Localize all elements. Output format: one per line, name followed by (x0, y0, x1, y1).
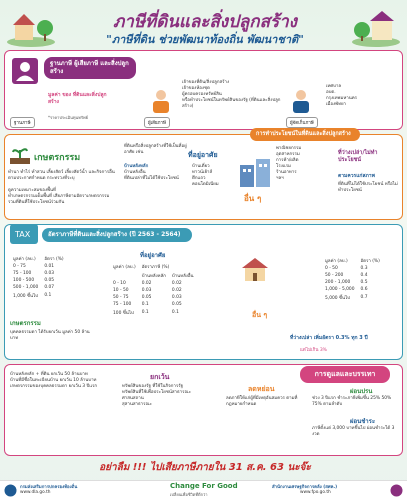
install-description: ภาษีตั้งแต่ 3,000 บาทขึ้นไป ผ่อนชำระได้ 3 งวด (312, 426, 395, 437)
table-cell: 0.1 (141, 302, 149, 307)
table-cell: 0.1 (171, 310, 179, 315)
collector-item: เทศบาล (326, 84, 342, 89)
table-cell: 0.03 (44, 271, 55, 276)
agri-rate-label: เกษตรกรรม (10, 320, 41, 327)
other-item: ฯลฯ (276, 176, 284, 181)
table-cell: 200 - 1,000 (325, 280, 351, 285)
taxpayer-item: เจ้าของห้องชุด (182, 86, 210, 91)
reduce-title: ลดหย่อน (248, 385, 275, 393)
table-cell: 0.02 (141, 281, 152, 286)
table-cell: 0.6 (360, 287, 368, 292)
other-rate-table (322, 256, 402, 302)
resi-sub-other: บ้านหลังอื่น (171, 274, 194, 279)
other-item: โรงแรม (276, 164, 291, 169)
other-rate-header-value: มูลค่า (ลบ.) (325, 259, 348, 264)
house-land-illustration-right (350, 6, 402, 48)
table-cell: 5,000 ขึ้นไป (325, 296, 350, 301)
deadline-banner: อย่าลืม !!! ไปเสียภาษีภายใน 31 ส.ค. 63 นะจ๊ะ (99, 462, 311, 473)
footer-right-org: สำนักงานเศรษฐกิจการคลัง (สศค.) (272, 485, 338, 490)
other-rate-label: อื่น ๆ (252, 311, 268, 319)
collector-label: ผู้จัดเก็บภาษี (286, 117, 318, 128)
tax-base-description: มูลค่า ของ ที่ดินและสิ่งปลูกสร้าง (48, 92, 107, 105)
vacant-rate-max: แต่ไม่เกิน 3% (300, 348, 327, 353)
exempt-more-item: สุสานสาธารณะ (122, 402, 152, 407)
exempt-more-item: ศาสนสถาน (122, 396, 144, 401)
collector-item: เมืองพัทยา (326, 102, 347, 107)
exempt-more-item: ทรัพย์สินที่ใช้เพื่อประโยชน์สาธารณะ (122, 390, 191, 395)
agri-description: ทำนา ทำไร่ ทำสวน เลี้ยงสัตว์ เลี้ยงสัตว์น้ำ และกิจการอื่นตามประกาศกำหนด กระทรวงที่ระบุ (8, 170, 115, 181)
agri-item: ดูความเหมาะสมของพื้นที่ (8, 188, 56, 193)
relief-heading: การดูแลและบรรเทา (300, 366, 390, 383)
table-cell: 0.5 (360, 280, 368, 285)
agri-list (8, 188, 118, 206)
exempt-item: บ้านหลังหลัก + ที่ดิน ยกเว้น 50 ล้านบาท (10, 372, 88, 377)
usage-heading: การทำประโยชน์ในที่ดินและสิ่งปลูกสร้าง (250, 128, 360, 141)
taxpayer-heading: ฐานภาษี ผู้เสียภาษี และสิ่งปลูกสร้าง (44, 57, 136, 79)
person-icon (12, 58, 38, 84)
resi-rate-label: ที่อยู่อาศัย (140, 252, 166, 259)
table-cell: 0.03 (171, 295, 182, 300)
agri-rate-header-rate: อัตรา (%) (44, 257, 64, 262)
transition-title: ผ่อนปรน (350, 388, 373, 395)
table-cell: 0 - 75 (13, 264, 26, 269)
table-cell: 0.02 (171, 288, 182, 293)
footer-right-url: www.fpo.go.th (300, 490, 331, 495)
exempt-list (10, 372, 114, 390)
agri-title: เกษตรกรรม (34, 153, 81, 163)
exempt-more-list (122, 384, 222, 408)
table-cell: 50 - 200 (325, 273, 344, 278)
resi-sub-main: บ้านหลังหลัก (141, 274, 166, 279)
resi-description: ที่ดินหรือสิ่งปลูกสร้างที่ใช้เป็นที่อยู่อาศัย เช่น (124, 144, 187, 155)
resi-type: ตึกแถว (192, 176, 206, 181)
table-cell: 0.05 (171, 302, 182, 307)
collector-item: อบต. (326, 90, 336, 95)
table-cell: 0.7 (360, 295, 368, 300)
resi-type: คอนโดมิเนียม (192, 182, 219, 187)
resi-type: บ้านเดี่ยว (192, 164, 210, 169)
resi-type: ทาวน์เฮ้าส์ (192, 170, 213, 175)
table-cell: 50 - 75 (113, 295, 129, 300)
dla-logo-icon (4, 484, 17, 497)
footer (0, 480, 407, 499)
table-cell: 0.05 (44, 278, 55, 283)
fpo-logo-icon (390, 484, 403, 497)
table-cell: 0.07 (44, 285, 55, 290)
table-cell: 0 - 10 (113, 281, 126, 286)
table-cell: 0.4 (360, 273, 368, 278)
exempt-title: ยกเว้น (150, 373, 170, 381)
agri-rate-note: บุคคลธรรมดา ได้รับยกเว้น มูลค่า 50 ล้านบาท (10, 330, 90, 341)
taxpayer-item: เจ้าของที่ดิน/สิ่งปลูกสร้าง (182, 80, 230, 85)
collector-list (326, 84, 401, 108)
other-item: การค้า/ผลิต (276, 158, 299, 163)
collector-item: กรุงเทพมหานคร (326, 96, 358, 101)
svg-text:TAX: TAX (15, 230, 31, 239)
taxpayer-item: หรือทำประโยชน์ในทรัพย์สินของรัฐ (ที่ดินและสิ่งปลูกสร้าง) (182, 98, 281, 109)
page-title: ภาษีที่ดินและสิ่งปลูกสร้าง (113, 12, 297, 32)
table-cell: 0 - 50 (325, 266, 338, 271)
table-cell: 100 ขึ้นไป (113, 311, 134, 316)
other-item: อุตสาหกรรม (276, 152, 300, 157)
vacant-description: ตามควรแก่สภาพ (338, 173, 375, 179)
table-cell: 0.1 (141, 310, 149, 315)
install-title: ผ่อนชำระ (350, 418, 376, 425)
table-cell: 1,000 - 5,000 (325, 287, 355, 292)
table-cell: 1,000 ขึ้นไป (13, 294, 38, 299)
vacant-title: ที่ว่างเปล่า/ไม่ทำประโยชน์ (338, 150, 378, 163)
agri-rate-header-value: มูลค่า (ลบ.) (13, 257, 36, 262)
rates-heading: อัตราภาษีที่ดินและสิ่งปลูกสร้าง (ปี 2563 - 2564) (42, 228, 192, 242)
agri-item: ทำเกษตรกรรมเต็มพื้นที่ เสียภาษีตามอัตราเกษตรกรรม (8, 194, 110, 199)
other-rate-header-rate: อัตรา (%) (360, 259, 380, 264)
house-icon (240, 256, 270, 282)
resi-item: บ้านหลังอื่น (124, 170, 146, 175)
table-cell: 0.03 (141, 288, 152, 293)
vacant-rate-note: ที่ว่างเปล่า เพิ่มอัตรา 0.3% ทุก 3 ปี (290, 335, 368, 341)
transition-description: ช่วง 3 ปีแรก ชำระภาษีเพิ่มขึ้น 25% 50% 75% ตามลำดับ (312, 396, 392, 407)
exempt-item: บ้านที่มีชื่อในทะเบียนบ้าน ยกเว้น 10 ล้านบาท (10, 378, 97, 383)
other-list (276, 146, 331, 182)
resi-list (124, 164, 186, 182)
taxpayer-person-icon (150, 88, 172, 114)
other-title: อื่น ๆ (244, 194, 262, 203)
table-cell: 0.05 (141, 295, 152, 300)
resi-item: ที่ดินเปล่าที่ไม่ได้ใช้ประโยชน์ (124, 176, 179, 181)
resi-rate-header-value: มูลค่า (ลบ.) (113, 265, 136, 270)
tax-base-label: ฐานภาษี (10, 117, 35, 128)
house-land-illustration-left (5, 6, 57, 48)
tax-base-note: *ราคาประเมินทุนทรัพย์ (48, 115, 89, 120)
table-cell: 10 - 50 (113, 288, 129, 293)
other-item: พาณิชยกรรม (276, 146, 302, 151)
taxpayer-label: ผู้เสียภาษี (144, 117, 170, 128)
table-cell: 75 - 100 (113, 302, 132, 307)
table-cell: 0.01 (44, 264, 55, 269)
agri-rate-table (10, 254, 90, 300)
exempt-more-item: ทรัพย์สินของรัฐ ที่ใช้ในกิจการรัฐ (122, 384, 184, 389)
page-subtitle: "ภาษีที่ดิน ช่วยพัฒนาท้องถิ่น พัฒนาชาติ" (106, 33, 304, 46)
taxpayer-item: ผู้ครอบครองทรัพย์สิน (182, 92, 222, 97)
reduce-description: ลดภาษีให้แก่ผู้ที่มีเหตุอันสมควร ตามที่กฎหมายกำหนด (226, 396, 298, 407)
resi-item: บ้านหลังหลัก (124, 164, 149, 169)
taxpayer-list (182, 80, 282, 110)
tax-tag-icon (10, 222, 38, 246)
resi-rate-header-rate: อัตราภาษี (%) (141, 265, 170, 270)
exempt-item: เกษตรกรรมของบุคคลธรรมดา ยกเว้น 3 ปีแรก (10, 384, 98, 389)
footer-mid-sub: เปลี่ยนเพื่อชีวิตที่ดีกว่า (170, 492, 208, 497)
building-icon (238, 155, 272, 189)
footer-left-url: www.dla.go.th (20, 490, 51, 495)
table-cell: 0.1 (44, 293, 52, 298)
table-cell: 500 - 1,000 (13, 285, 39, 290)
resi-types (192, 164, 232, 188)
agri-item: รวมที่ดินที่ใช้ประโยชน์ร่วมกัน (8, 200, 65, 205)
collector-person-icon (290, 88, 312, 114)
footer-mid-logo: Change For Good (170, 482, 238, 490)
table-cell: 0.3 (360, 266, 368, 271)
vacant-note: ที่ดินที่ไม่ได้ใช้ประโยชน์ หรือไม่ทำประโยชน์ (338, 182, 398, 193)
table-cell: 75 - 100 (13, 271, 32, 276)
plant-icon (10, 146, 30, 164)
footer-left-org: กรมส่งเสริมการปกครองท้องถิ่น (20, 485, 78, 490)
table-cell: 100 - 500 (13, 278, 35, 283)
table-cell: 0.02 (171, 281, 182, 286)
resi-rate-table (110, 262, 230, 317)
other-item: ร้านอาหาร (276, 170, 297, 175)
resi-title: ที่อยู่อาศัย (188, 151, 218, 159)
